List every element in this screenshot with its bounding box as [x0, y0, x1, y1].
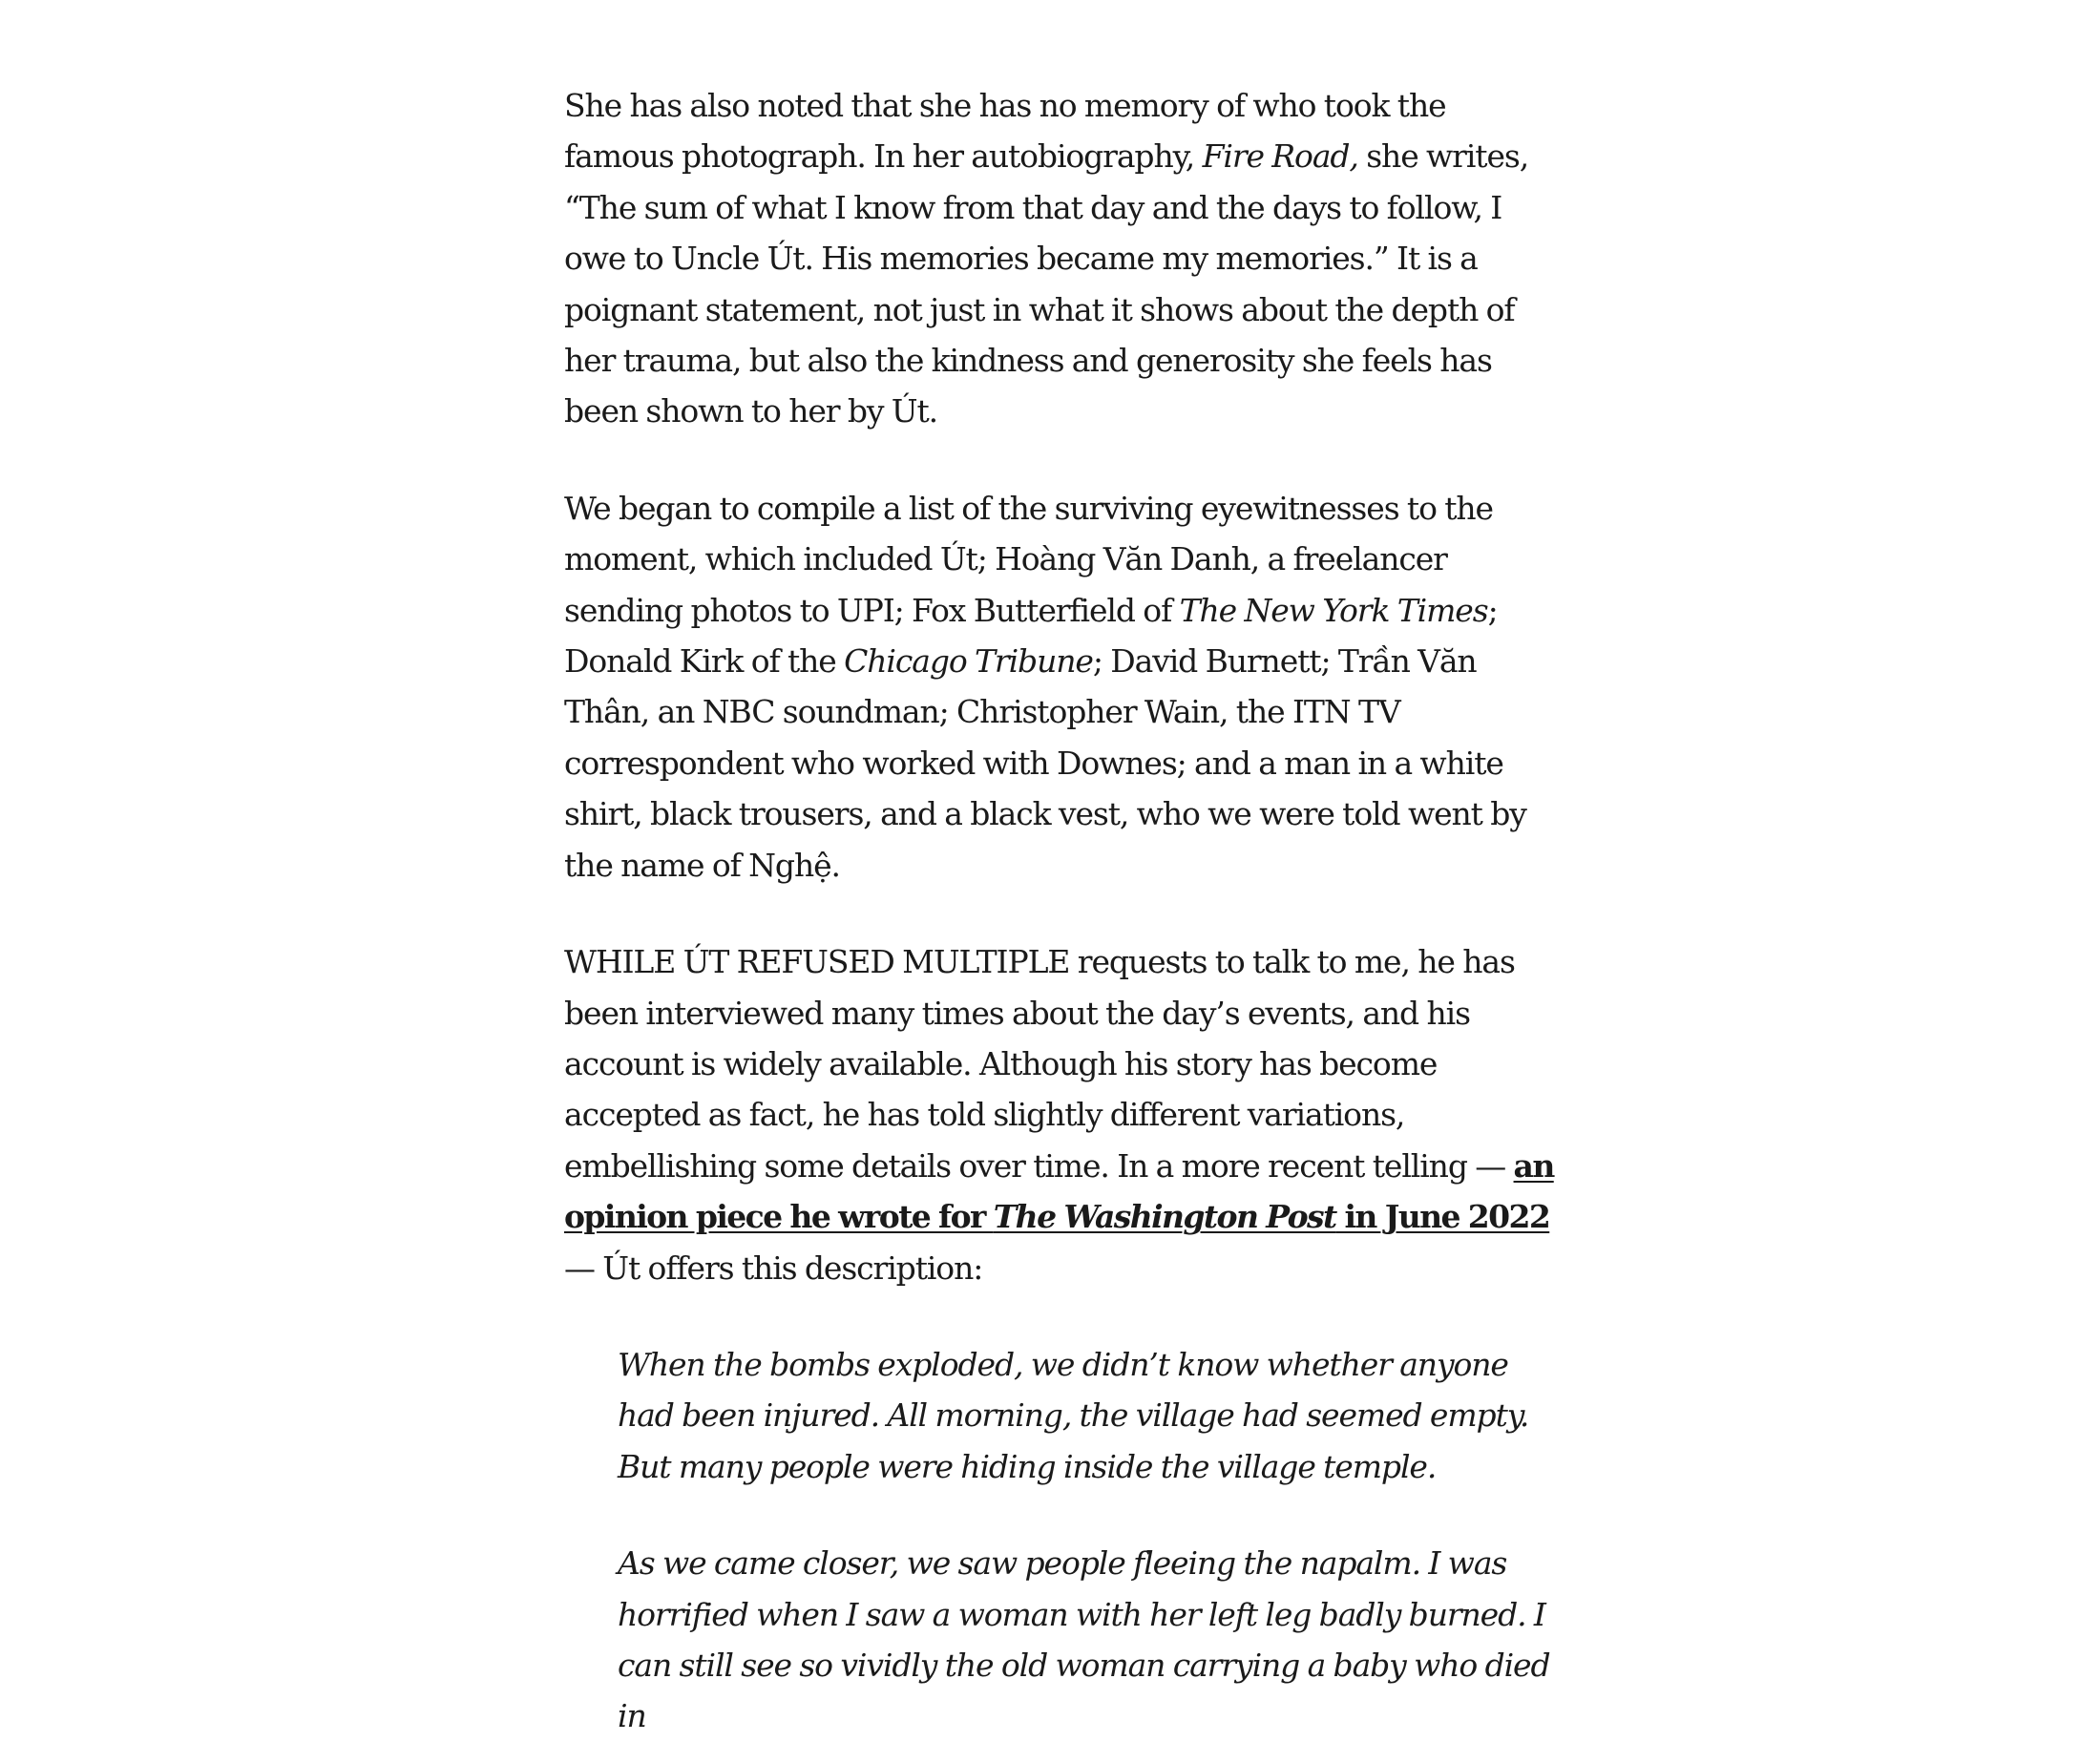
link-publication-title: The Washington Post [993, 1198, 1336, 1236]
paragraph-text: She has also noted that she has no memory of who took the famous photograph. In her autobiography, [564, 87, 1446, 176]
paragraph-text: she writes, “The sum of what I know from that day and the days to follow, I owe to Uncle Út. His memories became my memories.” It is a poignant statement, not just in what it shows about the depth of her trauma, but also the kindness and generosity she feels has been shown to her by Út. [564, 137, 1529, 430]
block-quote: As we came closer, we saw people fleeing the napalm. I was horrified when I saw a woman with her left leg badly burned. I can still see so vividly the old woman carrying a baby who died in [618, 1544, 1550, 1735]
paragraph-text: We began to compile a list of the surviving eyewitnesses to the moment, which included Út; Hoàng Văn Danh, a freelancer sending photos to UPI; Fox Butterfield of [564, 489, 1493, 629]
block-quote: When the bombs exploded, we didn’t know whether anyone had been injured. All morning, the village had seemed empty. But many people were hiding inside the village temple. [618, 1345, 1529, 1485]
paragraph-text: ; Donald Kirk of the [564, 591, 1498, 681]
article-body [564, 80, 1563, 1742]
paragraph-text: WHILE ÚT REFUSED MULTIPLE requests to talk to me, he has been interviewed many times about the day’s events, and his account is widely available. Although his story has become accepted as fact, he has told slightly different variations, embellishing some details over time. In a more recent telling — [564, 943, 1515, 1185]
paragraph-text: ; David Burnett; Trần Văn Thân, an NBC soundman; Christopher Wain, the ITN TV correspondent who worked with Downes; and a man in a white shirt, black trousers, and a black vest, who we were told went by the name of Nghệ. [564, 642, 1526, 884]
paragraph-ut-account [564, 936, 1563, 1293]
link-text: in June 2022 [1335, 1198, 1550, 1236]
publication-title: The New York Times [1179, 591, 1488, 629]
book-title: Fire Road, [1202, 137, 1358, 176]
paragraph-memory [564, 80, 1563, 437]
link-text: an opinion piece he wrote for [564, 1146, 1554, 1236]
paragraph-eyewitnesses [564, 483, 1563, 891]
publication-title: Chicago Tribune [844, 642, 1093, 681]
paragraph-text: — Út offers this description: [564, 1249, 983, 1287]
